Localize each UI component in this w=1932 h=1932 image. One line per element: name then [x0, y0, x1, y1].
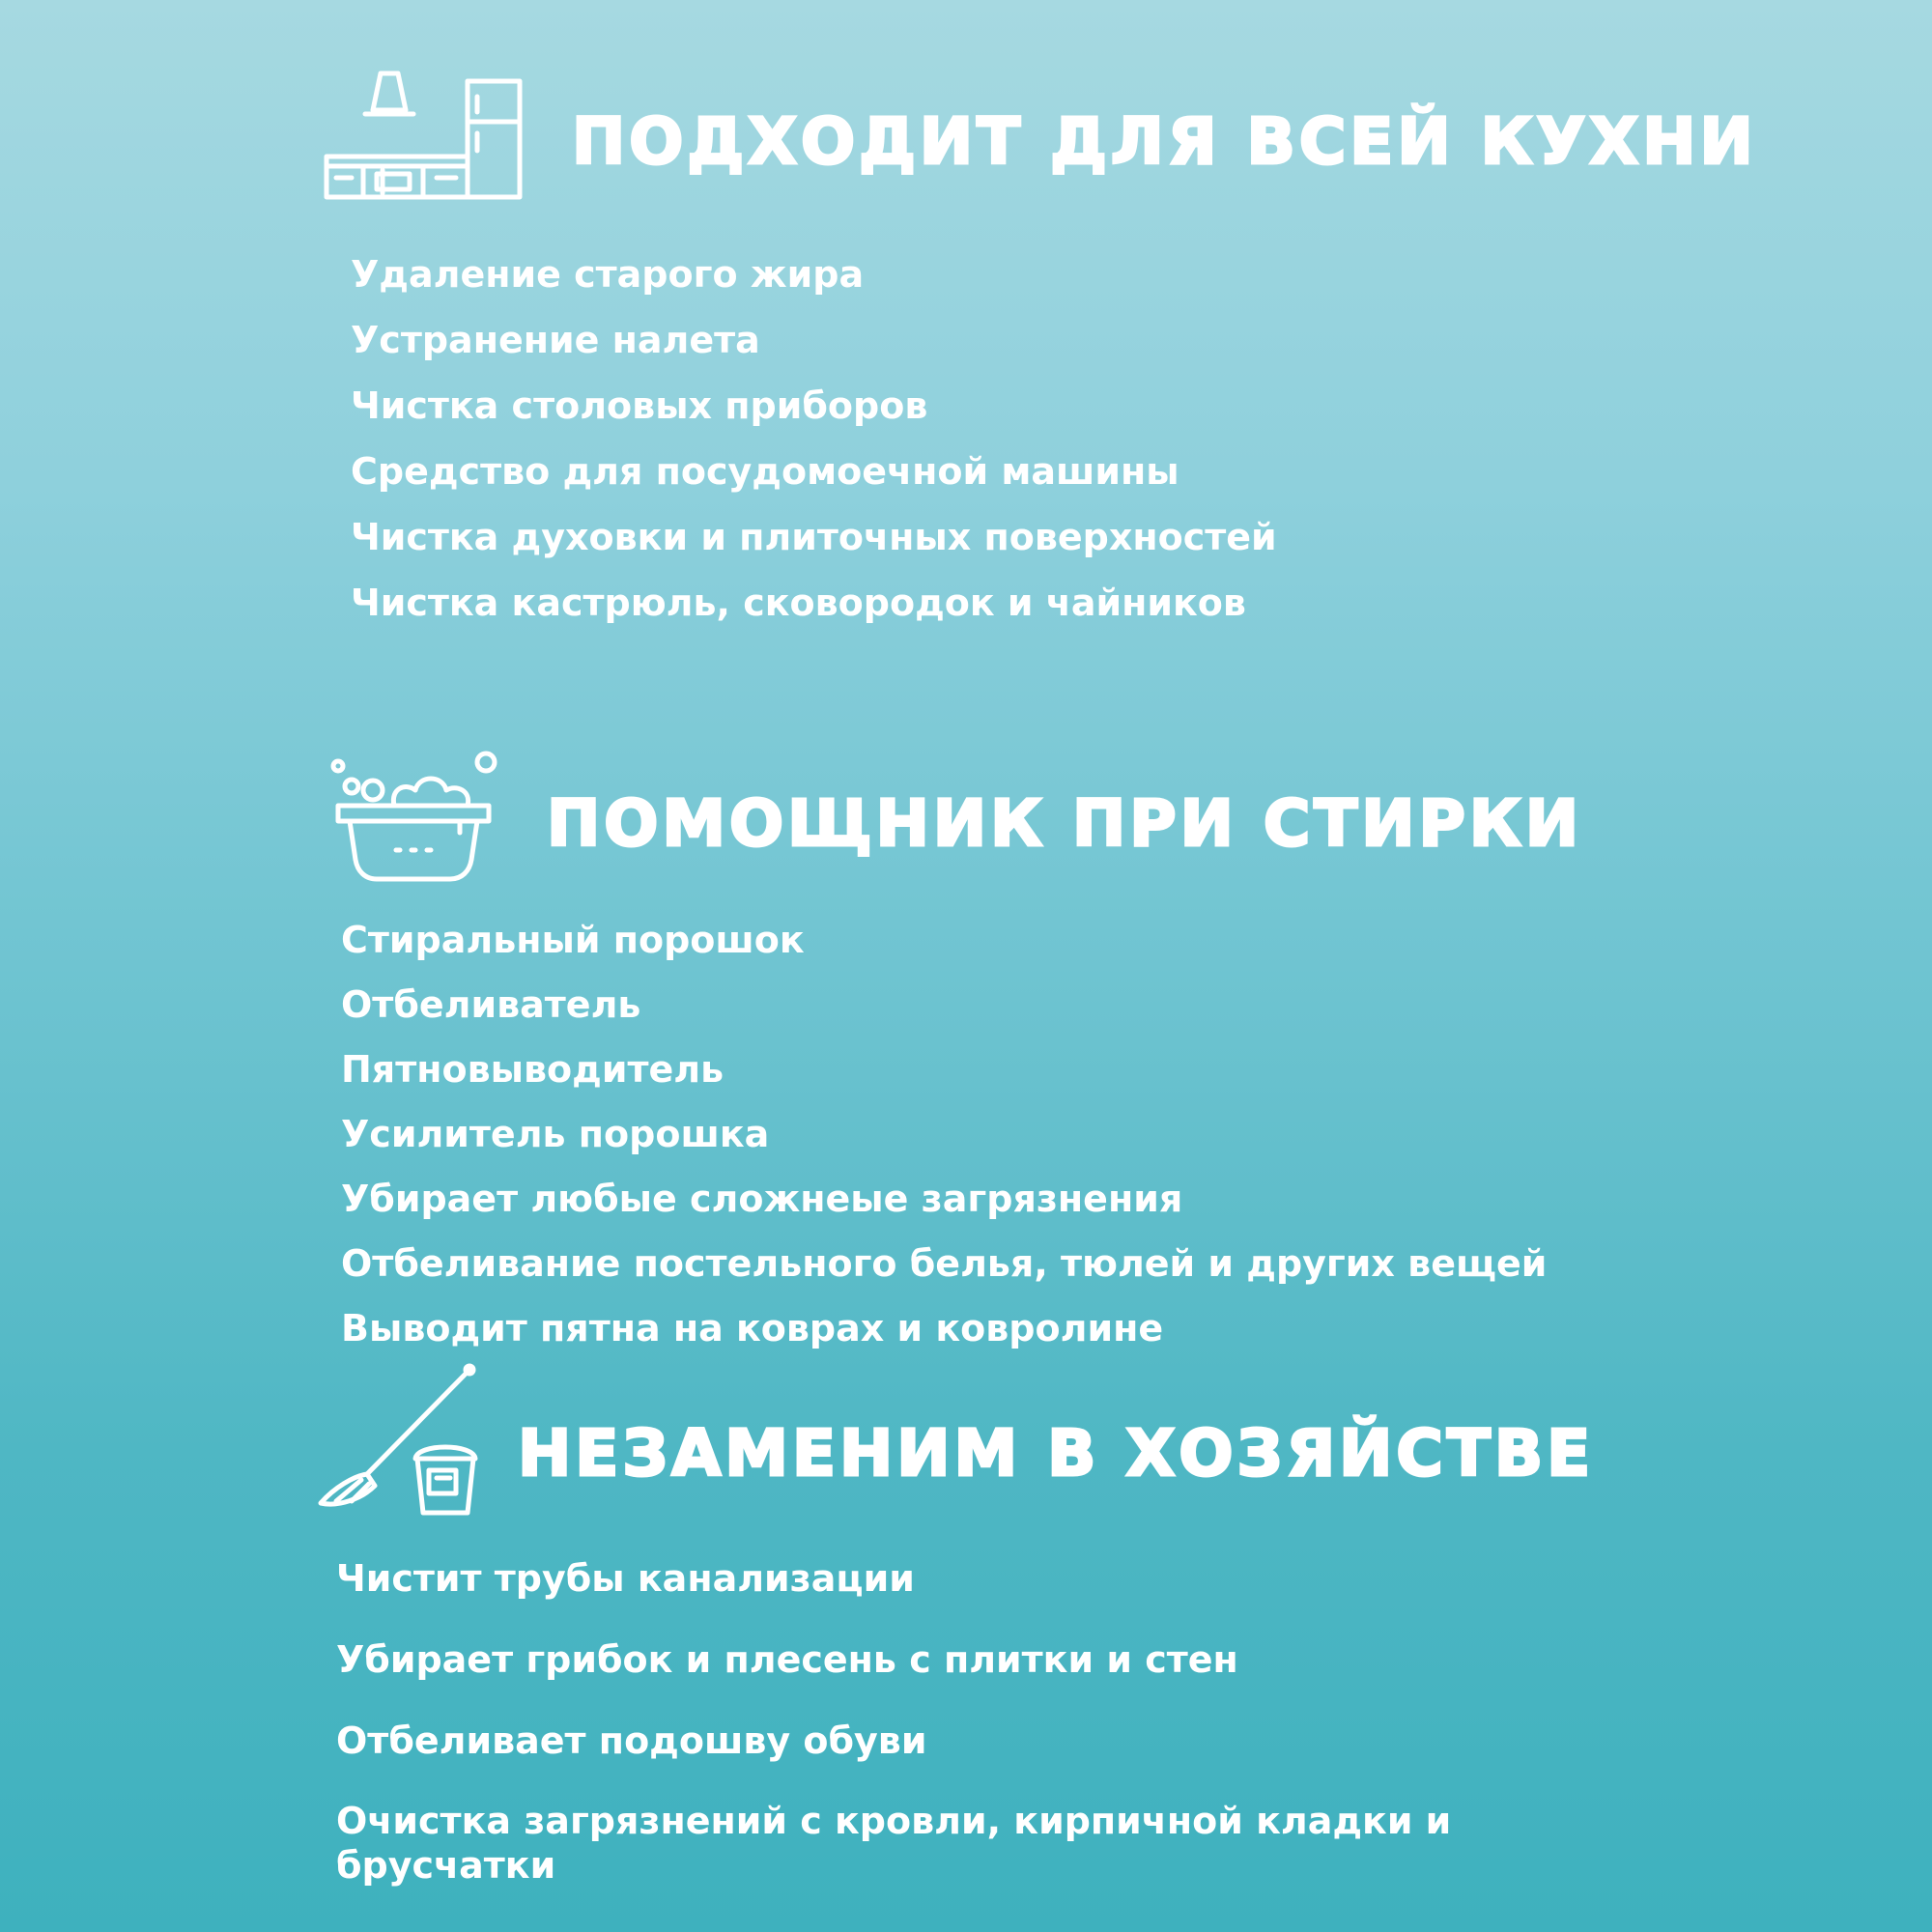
list-item: Очистка загрязнений с кровли, кирпичной кладки и брусчатки: [336, 1800, 1452, 1887]
list-item: Пятновыводитель: [341, 1048, 724, 1091]
list-item: Средство для посудомоечной машины: [351, 450, 1179, 493]
list-item: Усилитель порошка: [341, 1113, 770, 1155]
laundry-item-list: [341, 916, 1547, 1369]
household-item-list: [336, 1555, 1611, 1887]
kitchen-icon: [323, 70, 526, 201]
list-item: Отбеливание постельного белья, тюлей и других вещей: [341, 1242, 1548, 1285]
list-item: Выводит пятна на коврах и ковролине: [341, 1307, 1164, 1350]
list-item: Удаление старого жира: [351, 253, 865, 296]
laundry-basin-icon: [327, 750, 500, 885]
list-item: Убирает любые сложнеые загрязнения: [341, 1178, 1183, 1220]
broom-bucket-icon: [315, 1362, 485, 1517]
section-heading-household: НЕЗАМЕНИМ В ХОЗЯЙСТВЕ: [518, 1416, 1595, 1491]
list-item: Чистка кастрюль, сковородок и чайников: [351, 582, 1246, 624]
kitchen-item-list: [351, 250, 1277, 644]
list-item: Устранение налета: [351, 319, 760, 361]
list-item: Чистка духовки и плиточных поверхностей: [351, 516, 1277, 558]
list-item: Чистка столовых приборов: [351, 384, 928, 427]
section-heading-laundry: ПОМОЩНИК ПРИ СТИРКИ: [547, 786, 1583, 861]
list-item: Стиральный порошок: [341, 919, 805, 961]
list-item: Чистит трубы канализации: [336, 1557, 915, 1600]
section-heading-kitchen: ПОДХОДИТ ДЛЯ ВСЕЙ КУХНИ: [572, 104, 1757, 179]
list-item: Убирает грибок и плесень с плитки и стен: [336, 1638, 1238, 1681]
list-item: Отбеливатель: [341, 983, 641, 1026]
list-item: Отбеливает подошву обуви: [336, 1719, 927, 1762]
